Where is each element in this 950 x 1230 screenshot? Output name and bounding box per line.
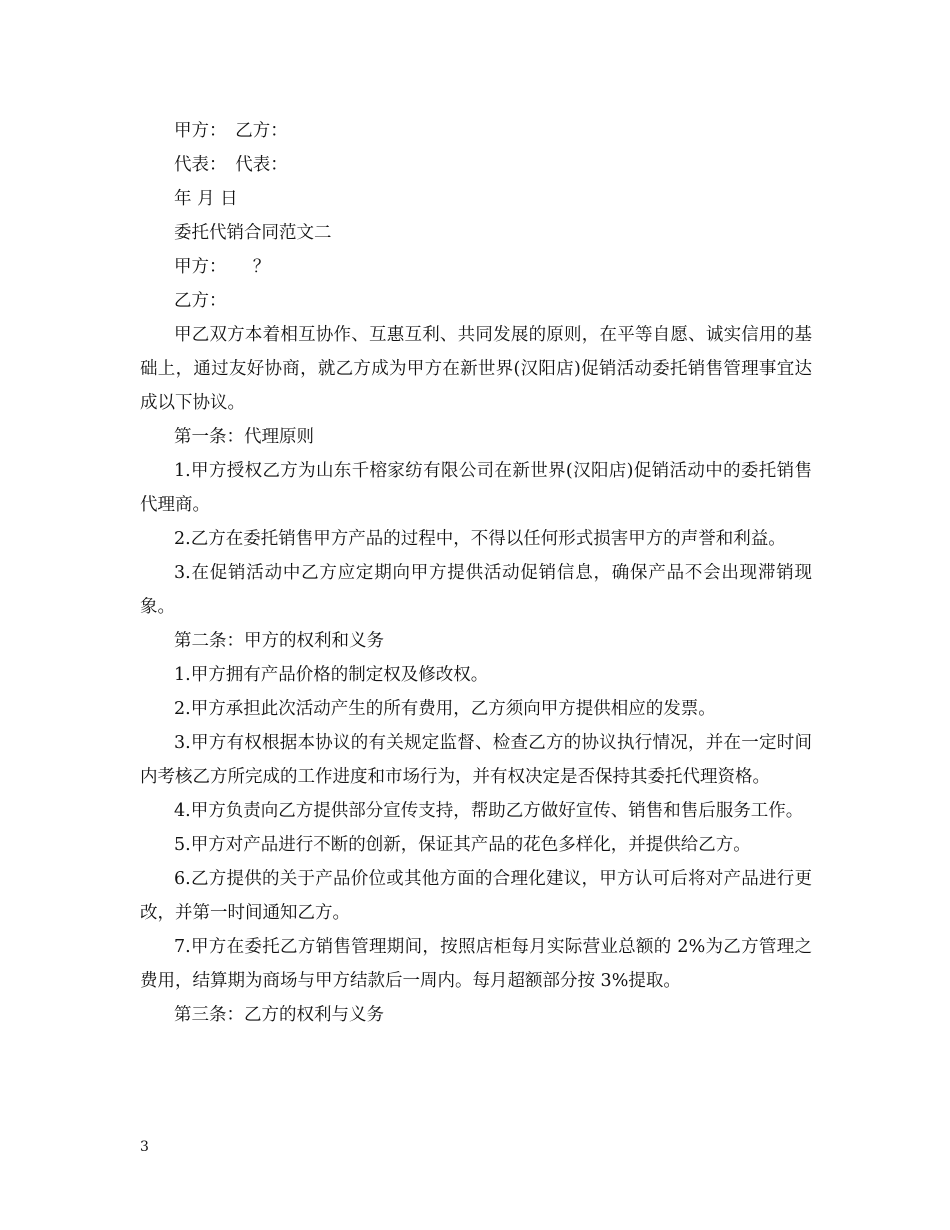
party-line: 甲方： 乙方： <box>174 121 288 141</box>
article-1-clause-1: 1.甲方授权乙方为山东千榕家纺有限公司在新世界(汉阳店)促销活动中的委托销售代理商。 <box>140 461 812 515</box>
article-2-clause-2: 2.甲方承担此次活动产生的所有费用，乙方须向甲方提供相应的发票。 <box>174 699 716 719</box>
article-1-clause-2: 2.乙方在委托销售甲方产品的过程中，不得以任何形式损害甲方的声誉和利益。 <box>174 529 786 549</box>
representative-line: 代表： 代表： <box>174 155 288 175</box>
date-line: 年 月 日 <box>174 189 238 209</box>
party-b-line: 乙方： <box>174 291 227 311</box>
article-2-clause-6: 6.乙方提供的关于产品价位或其他方面的合理化建议，甲方认可后将对产品进行更改，并第一时间通知乙方。 <box>140 869 812 923</box>
article-2-heading: 第二条：甲方的权利和义务 <box>174 631 384 651</box>
preamble-paragraph: 甲乙双方本着相互协作、互惠互利、共同发展的原则，在平等自愿、诚实信用的基础上，通过友好协商，就乙方成为甲方在新世界(汉阳店)促销活动委托销售管理事宜达成以下协议。 <box>140 325 812 413</box>
document-body <box>140 114 812 1032</box>
article-2-clause-3: 3.甲方有权根据本协议的有关规定监督、检查乙方的协议执行情况，并在一定时间内考核乙方所完成的工作进度和市场行为，并有权决定是否保持其委托代理资格。 <box>140 733 812 787</box>
article-2-clause-1: 1.甲方拥有产品价格的制定权及修改权。 <box>174 665 489 685</box>
article-1-clause-3: 3.在促销活动中乙方应定期向甲方提供活动促销信息，确保产品不会出现滞销现象。 <box>140 563 812 617</box>
article-1-heading: 第一条：代理原则 <box>174 427 314 447</box>
article-2-clause-7: 7.甲方在委托乙方销售管理期间，按照店柜每月实际营业总额的 2%为乙方管理之费用，结算期为商场与甲方结款后一周内。每月超额部分按 3%提取。 <box>140 937 812 991</box>
contract-title: 委托代销合同范文二 <box>174 223 332 243</box>
page-number: 3 <box>140 1139 149 1155</box>
article-3-heading: 第三条：乙方的权利与义务 <box>174 1005 384 1025</box>
party-a-line: 甲方： ？ <box>174 257 271 277</box>
article-2-clause-4: 4.甲方负责向乙方提供部分宣传支持，帮助乙方做好宣传、销售和售后服务工作。 <box>174 801 804 821</box>
article-2-clause-5: 5.甲方对产品进行不断的创新，保证其产品的花色多样化，并提供给乙方。 <box>174 835 751 855</box>
